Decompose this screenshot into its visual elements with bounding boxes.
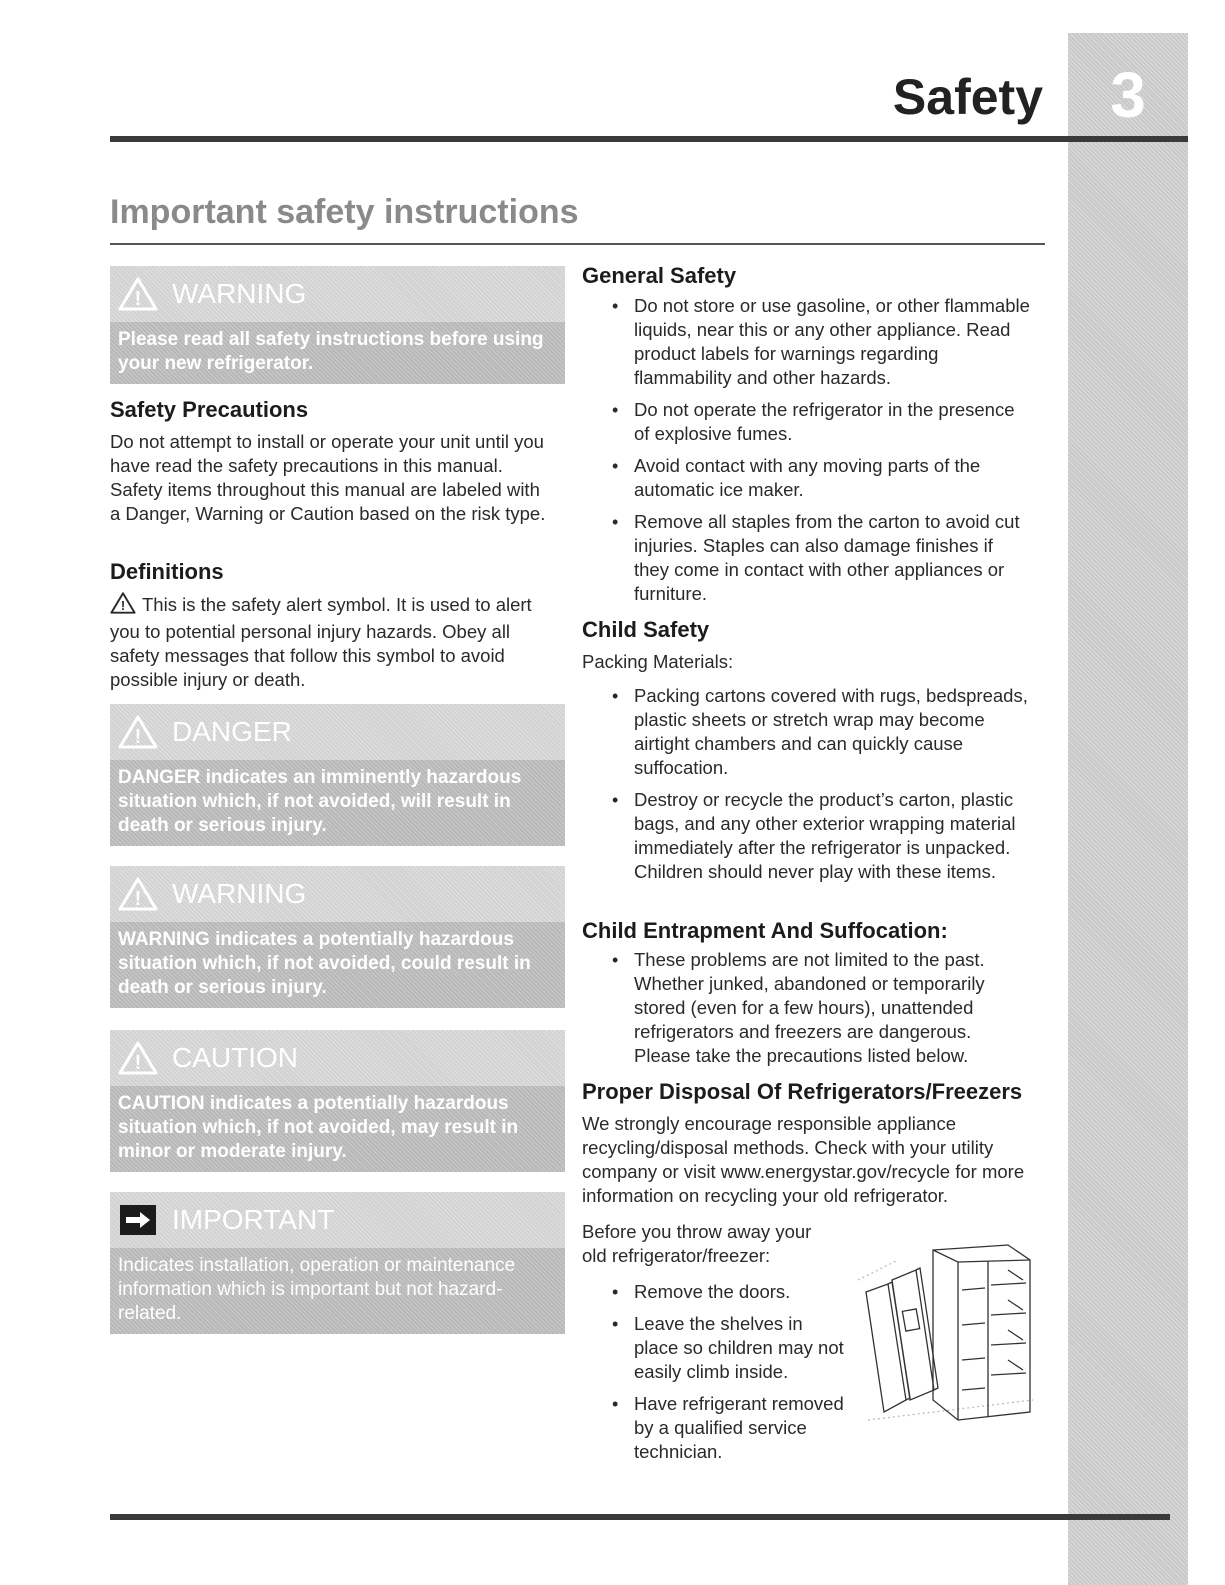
caution-alert bbox=[110, 1030, 565, 1172]
alert-title-text: IMPORTANT bbox=[172, 1204, 335, 1235]
section-title: Safety bbox=[892, 69, 1043, 125]
top-divider bbox=[110, 136, 1188, 142]
definitions-text: This is the safety alert symbol. It is used to alert you to potential personal injury hazards. Obey all safety messages that follow this symbol to avoid possible injury or death. bbox=[110, 594, 532, 690]
alert-body-text: Please read all safety instructions before using your new refrigerator. bbox=[110, 322, 565, 384]
safety-alert-icon bbox=[118, 715, 158, 749]
child-safety-heading: Child Safety bbox=[582, 617, 710, 642]
list-item: • Remove all staples from the carton to avoid cut injuries. Staples can also damage finishes if they come in contact with other appliances or furniture. bbox=[582, 510, 1032, 606]
list-item: • Remove the doors. bbox=[582, 1280, 844, 1304]
safety-alert-icon bbox=[118, 877, 158, 911]
list-item: • Do not store or use gasoline, or other flammable liquids, near this or any other appliance. Read product labels for warnings regarding flammability and other hazards. bbox=[582, 294, 1032, 390]
alert-title-text: WARNING bbox=[172, 878, 307, 909]
alert-body-text: DANGER indicates an imminently hazardous situation which, if not avoided, will result in death or serious injury. bbox=[110, 760, 565, 846]
disposal-steps-list bbox=[582, 1280, 844, 1472]
important-alert bbox=[110, 1192, 565, 1334]
definitions-text-block bbox=[110, 592, 555, 692]
svg-text:!: ! bbox=[134, 288, 142, 310]
before-throw-away-text: Before you throw away your old refrigerator/freezer: bbox=[582, 1221, 812, 1266]
alert-body-text: Indicates installation, operation or maintenance information which is important but not hazard-related. bbox=[110, 1248, 565, 1334]
safety-precautions-heading: Safety Precautions bbox=[110, 397, 309, 422]
warning-top-alert bbox=[110, 266, 565, 384]
svg-text:!: ! bbox=[134, 726, 142, 748]
warning-alert bbox=[110, 866, 565, 1008]
alert-body-text: CAUTION indicates a potentially hazardous situation which, if not avoided, may result in minor or moderate injury. bbox=[110, 1086, 565, 1172]
list-item: • Do not operate the refrigerator in the presence of explosive fumes. bbox=[582, 398, 1032, 446]
bottom-divider bbox=[110, 1514, 1170, 1520]
child-entrapment-heading: Child Entrapment And Suffocation: bbox=[582, 918, 948, 943]
list-item: • Avoid contact with any moving parts of the automatic ice maker. bbox=[582, 454, 1032, 502]
general-safety-list bbox=[582, 294, 1032, 614]
list-item: • Destroy or recycle the product’s carton, plastic bags, and any other exterior wrapping material immediately after the refrigerator is unpacked. Children should never play with these items. bbox=[582, 788, 1037, 884]
list-item: • Have refrigerant removed by a qualified service technician. bbox=[582, 1392, 844, 1464]
safety-precautions-text: Do not attempt to install or operate your unit until you have read the safety precautions in this manual. Safety items throughout this manual are labeled with a Danger, Warning or Caution based on the risk type. bbox=[110, 431, 546, 524]
packing-materials-label: Packing Materials: bbox=[582, 651, 734, 672]
important-arrow-icon bbox=[118, 1203, 158, 1237]
page-number: 3 bbox=[1110, 59, 1146, 131]
safety-alert-symbol-icon bbox=[110, 592, 136, 620]
heading-divider bbox=[110, 243, 1045, 245]
safety-alert-icon bbox=[118, 1041, 158, 1075]
list-item: • Packing cartons covered with rugs, bedspreads, plastic sheets or stretch wrap may become airtight chambers and can quickly cause suffocation. bbox=[582, 684, 1037, 780]
general-safety-heading: General Safety bbox=[582, 263, 737, 288]
danger-alert bbox=[110, 704, 565, 846]
definitions-heading: Definitions bbox=[110, 559, 224, 584]
alert-title-text: DANGER bbox=[172, 716, 292, 747]
list-item: • These problems are not limited to the past. Whether junked, abandoned or temporarily stored (even for a few hours), unattended refrigerators and freezers are dangerous. Please take the precautions listed below. bbox=[582, 948, 1022, 1068]
safety-alert-icon bbox=[118, 277, 158, 311]
child-safety-list bbox=[582, 684, 1037, 892]
page-heading: Important safety instructions bbox=[110, 193, 579, 231]
svg-text:!: ! bbox=[134, 888, 142, 910]
alert-title-text: CAUTION bbox=[172, 1042, 298, 1073]
list-item: • Leave the shelves in place so children may not easily climb inside. bbox=[582, 1312, 844, 1384]
chapter-side-tab bbox=[1068, 33, 1188, 1585]
alert-title-text: WARNING bbox=[172, 278, 307, 309]
proper-disposal-heading: Proper Disposal Of Refrigerators/Freezers bbox=[582, 1079, 1023, 1104]
refrigerator-doors-removed-illustration bbox=[858, 1240, 1038, 1430]
proper-disposal-text: We strongly encourage responsible appliance recycling/disposal methods. Check with your utility company or visit www.energystar.gov/recycle for more information on recycling your old refrigerator. bbox=[582, 1113, 1025, 1206]
svg-text:!: ! bbox=[134, 1052, 142, 1074]
svg-text:!: ! bbox=[120, 598, 126, 614]
alert-body-text: WARNING indicates a potentially hazardous situation which, if not avoided, could result in death or serious injury. bbox=[110, 922, 565, 1008]
child-entrapment-list bbox=[582, 948, 1022, 1076]
